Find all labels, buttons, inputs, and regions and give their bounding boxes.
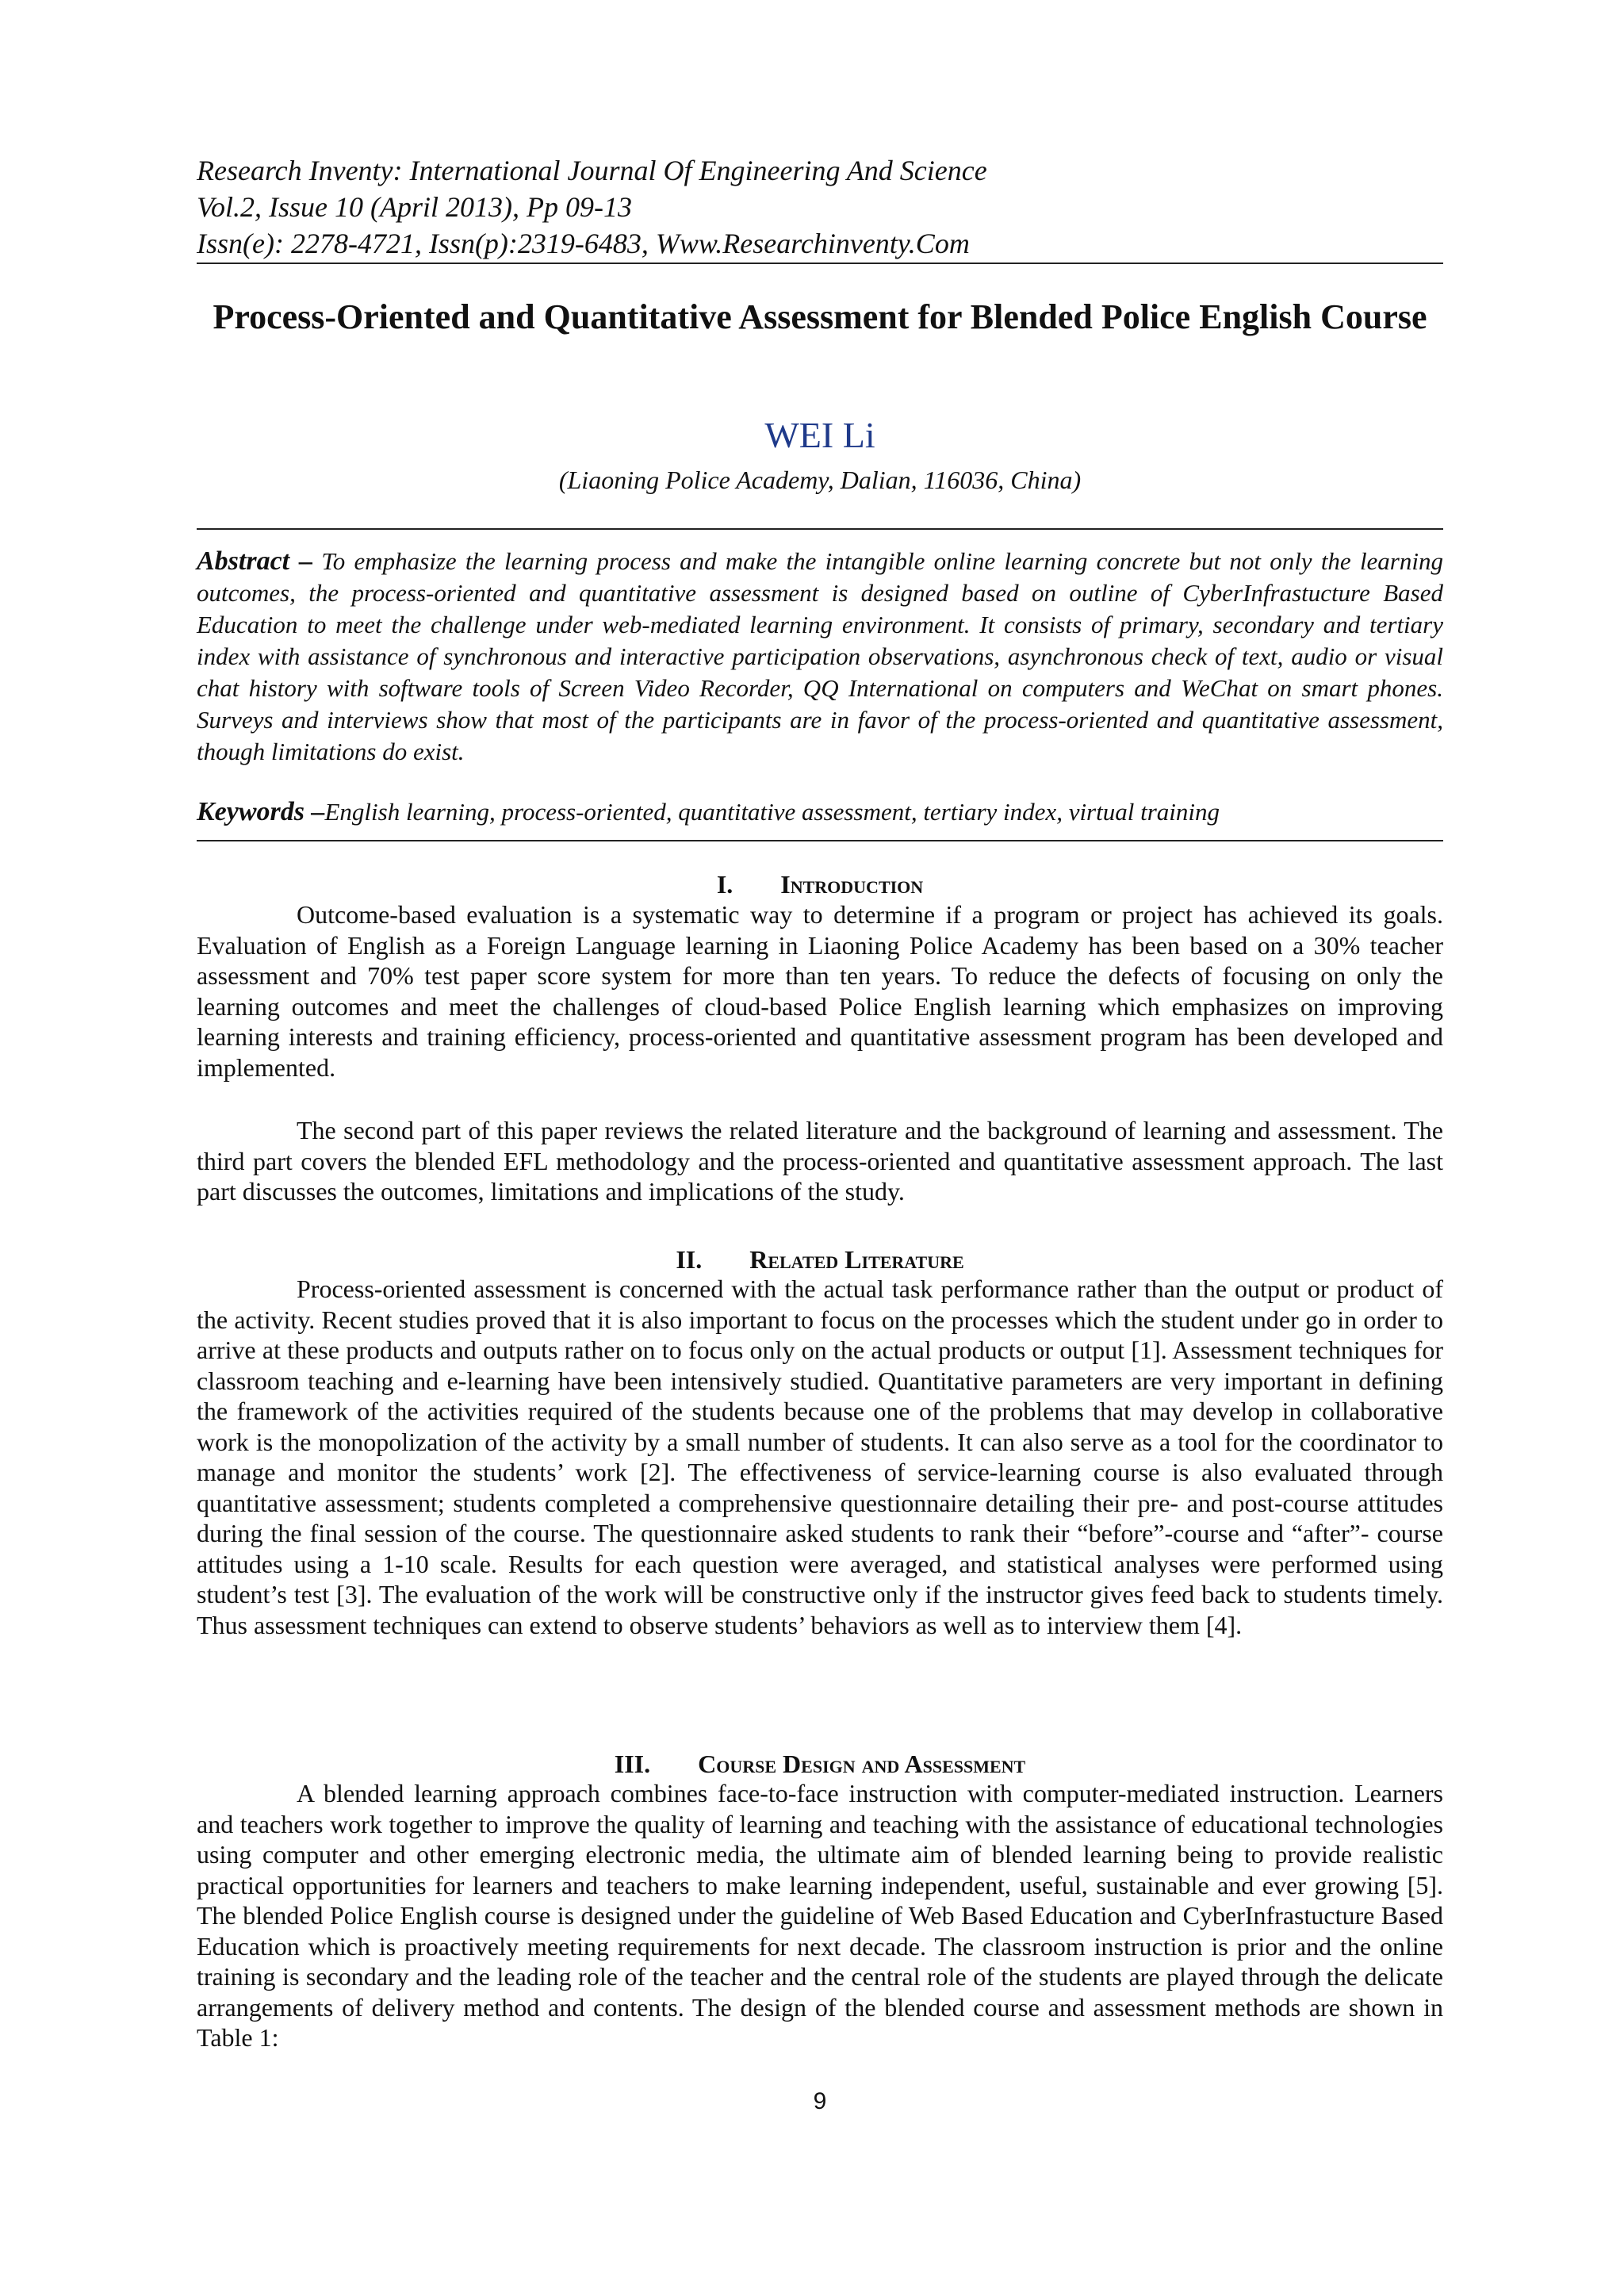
paper-author: WEI Li <box>764 415 875 455</box>
related-literature-paragraph: Process-oriented assessment is concerned with the actual task performance rather than the output or product of the activity. Recent studies proved that it is also important to focus on the processes which the student under go in order to arrive at these products and outputs rather on to focus only on the actual products or output [1]. Assessment techniques for classroom teaching and e-learning have been intensively studied. Quantitative parameters are very important in defining the framework of the activities required of the students because one of the problems that may develop in collaborative work is the monopolization of the activity by a small number of students. It can also serve as a tool for the coordinator to manage and monitor the students’ work [2]. The effectiveness of service-learning course is also evaluated through quantitative assessment; students completed a comprehensive questionnaire detailing their pre- and post-course attitudes during the final session of the course. The questionnaire asked students to rank their “before”-course and “after”- course attitudes using a 1-10 scale. Results for each question were averaged, and statistical analyses were performed using student’s test [3]. The evaluation of the work will be constructive only if the instructor gives feed back to students timely. Thus assessment techniques can extend to observe students’ behaviors as well as to interview them [4]. <box>197 1274 1443 1639</box>
introduction-paragraph-2: The second part of this paper reviews the related literature and the background of learning and assessment. The third part covers the blended EFL methodology and the process-oriented and quantitative assessment approach. The last part discusses the outcomes, limitations and implications of the study. <box>197 1116 1443 1205</box>
section-title: Related Literature <box>749 1245 964 1274</box>
abstract-text: To emphasize the learning process and make the intangible online learning concrete but not only the learning outcomes, the process-oriented and quantitative assessment is designed based on outline of CyberInfrastucture Based Education to meet the challenge under web-mediated learning environment. It consists of primary, secondary and tertiary index with assistance of synchronous and interactive participation observations, asynchronous check of text, audio or visual chat history with software tools of Screen Video Recorder, QQ International on computers and WeChat on smart phones. Surveys and interviews show that most of the participants are in favor of the process-oriented and quantitative assessment, though limitations do exist. <box>197 547 1443 765</box>
course-design-paragraph: A blended learning approach combines face-to-face instruction with computer-mediated instruction. Learners and teachers work together to improve the quality of learning and teaching with the assistance of educational technologies using computer and other emerging electronic media, the ultimate aim of blended learning being to provide realistic practical opportunities for learners and teachers to make learning independent, useful, sustainable and ever growing [5]. The blended Police English course is designed under the guideline of Web Based Education and CyberInfrastucture Based Education which is proactively meeting requirements for next decade. The classroom instruction is prior and the online training is secondary and the leading role of the teacher and the central role of the students are played through the delicate arrangements of delivery method and contents. The design of the blended course and assessment methods are shown in Table 1: <box>197 1779 1443 2052</box>
section-heading-related-literature <box>197 1244 1443 1277</box>
introduction-paragraph-1: Outcome-based evaluation is a systematic way to determine if a program or project has achieved its goals. Evaluation of English as a Foreign Language learning in Liaoning Police Academy has been based on a 30% teacher assessment and 70% test paper score system for more than ten years. To reduce the defects of focusing on only the learning outcomes and meet the challenges of cloud-based Police English learning which emphasizes on improving learning interests and training efficiency, process-oriented and quantitative assessment program has been developed and implemented. <box>197 900 1443 1082</box>
abstract <box>197 546 1443 768</box>
section-heading-course-design <box>197 1748 1443 1781</box>
abstract-label: Abstract – <box>197 546 313 576</box>
keywords-rule <box>197 840 1443 841</box>
journal-header <box>197 152 1443 262</box>
section-number: III. <box>614 1750 651 1778</box>
abstract-top-rule <box>197 528 1443 530</box>
journal-issn: Issn(e): 2278-4721, Issn(p):2319-6483, Www.Researchinventy.Com <box>197 228 970 259</box>
author-affiliation: (Liaoning Police Academy, Dalian, 116036, China) <box>558 466 1082 494</box>
journal-volume: Vol.2, Issue 10 (April 2013), Pp 09-13 <box>197 191 632 223</box>
keywords-text: English learning, process-oriented, quantitative assessment, tertiary index, virtual training <box>324 798 1220 826</box>
header-rule <box>197 263 1443 264</box>
paper-title: Process-Oriented and Quantitative Assessment for Blended Police English Course <box>213 297 1427 336</box>
page-number: 9 <box>813 2088 827 2114</box>
section-title: Introduction <box>780 870 924 899</box>
section-number: II. <box>676 1245 703 1274</box>
keywords <box>197 796 1443 828</box>
journal-name: Research Inventy: International Journal Of Engineering And Science <box>197 155 987 186</box>
section-number: I. <box>716 870 733 899</box>
section-title: Course Design and Assessment <box>698 1750 1026 1778</box>
section-heading-introduction <box>197 868 1443 902</box>
keywords-label: Keywords – <box>197 797 325 826</box>
